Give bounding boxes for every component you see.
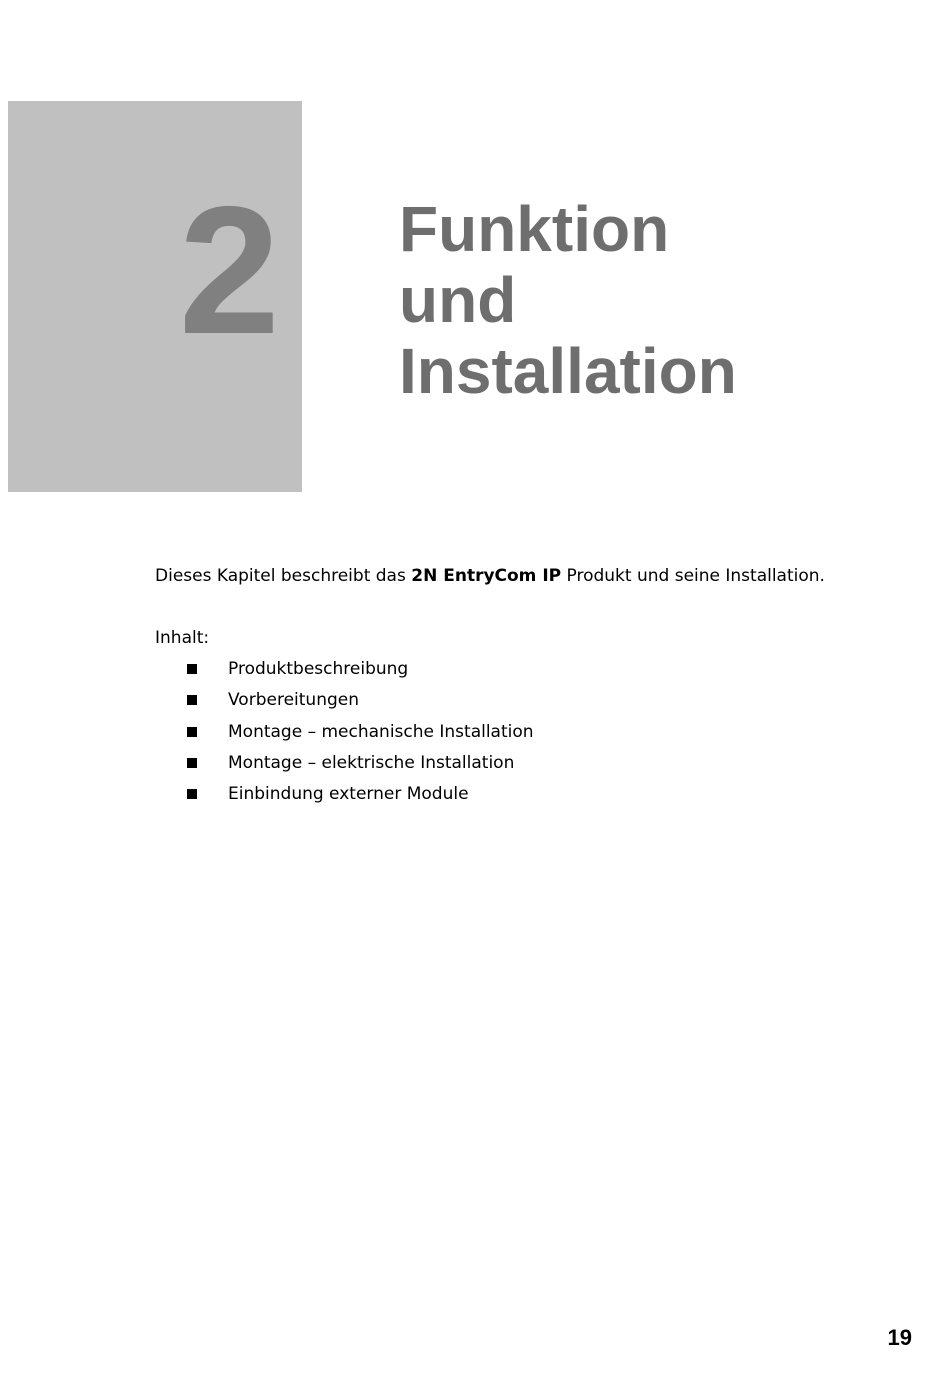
square-bullet-icon	[187, 664, 197, 674]
chapter-title-line-1: Funktion	[399, 193, 670, 265]
chapter-title	[399, 194, 899, 407]
square-bullet-icon	[187, 727, 197, 737]
intro-text-before: Dieses Kapitel beschreibt das	[155, 566, 412, 586]
intro-paragraph	[155, 565, 825, 587]
chapter-title-line-2: und	[399, 264, 517, 336]
list-item-label: Vorbereitungen	[228, 690, 359, 711]
list-item-label: Montage – elektrische Installation	[228, 752, 515, 773]
contents-label: Inhalt:	[155, 628, 210, 648]
list-item-label: Montage – mechanische Installation	[228, 721, 534, 742]
chapter-number: 2	[178, 168, 276, 372]
square-bullet-icon	[187, 758, 197, 768]
intro-text-after: Produkt und seine Installation.	[561, 566, 825, 586]
product-name: 2N EntryCom IP	[411, 566, 562, 586]
page-number: 19	[887, 1325, 912, 1350]
square-bullet-icon	[187, 789, 197, 799]
chapter-title-line-3: Installation	[399, 335, 737, 407]
chapter-number-box	[8, 101, 302, 492]
square-bullet-icon	[187, 695, 197, 705]
list-item-label: Einbindung externer Module	[228, 784, 469, 805]
list-item-label: Produktbeschreibung	[228, 659, 409, 679]
